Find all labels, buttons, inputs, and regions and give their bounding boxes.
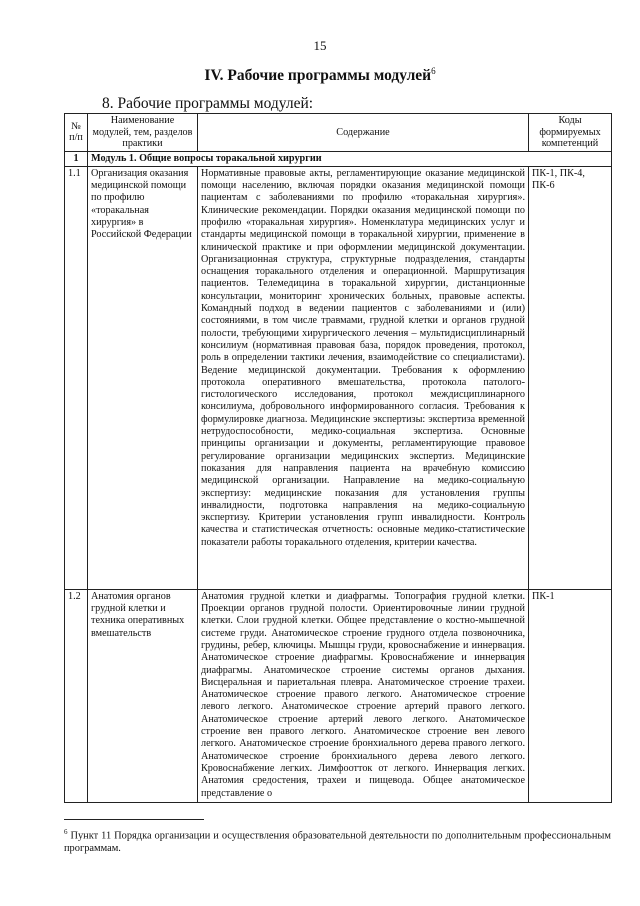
row-competency-codes: ПК-1: [529, 589, 612, 802]
header-num: № п/п: [65, 114, 88, 152]
footnote-divider: [64, 819, 204, 820]
module-number-row: [65, 151, 612, 166]
row-competency-codes: ПК-1, ПК-4, ПК-6: [529, 166, 612, 589]
row-topic-name: Организация оказания медицинской помощи по профилю «торакальная хирургия» в Российской Федерации: [88, 166, 198, 589]
table-header-row: [65, 114, 612, 152]
footnote: [64, 826, 611, 855]
row-content: Нормативные правовые акты, регламентирующие оказание медицинской помощи населению, включая порядки оказания медицинской помощи пациентам с заболеваниями по профилю «торакальная хирургия». Клинические рекомендации. Порядки оказания медицинской помощи по профилю «торакальная хирургия». Номенклатура медицинских услуг и стандарты медицинской помощи в торакальной хирургии, применение в клинической практике и при оформлении медицинской документации. Организационная структура, структурные подразделения, стандарты оснащения торакального отделения и операционной. Маршрутизация пациентов. Телемедицина в торакальной хирургии, дистанционные консультации, мониторинг хронических больных, правовые аспекты. Командный подход в ведении пациентов с заболеваниями и (или) состояниями, в том числе травмами, грудной клетки и органов грудной полости, требующими хирургического лечения – мультидисциплинарный консилиум (нормативная правовая база, порядок проведения, протокол, роль в определении тактики лечения, взаимодействие со специалистами). Ведение медицинской документации. Требования к оформлению протокола оперативного вмешательства, протокола патолого-гистологического исследования, протокол междисциплинарного консилиума, добровольного информированного согласия. Требования к формулировке диагноза. Медицинские экспертизы: экспертиза временной нетрудоспособности, медико-социальная экспертиза. Основные принципы организации и документы, регламентирующие правовое регулирование организации медицинских экспертиз. Медицинские показания для направления пациента на врачебную комиссию медицинской организации. Направление на медико-социальную экспертизу: медицинские показания для установления группы инвалидности, подготовка направления на медико-социальную экспертизу. Критерии установления групп инвалидности. Контроль качества и статистическая отчетность: основные медико-статистические показатели работы торакального отделения, критерии качества.: [198, 166, 529, 589]
subsection-heading: 8. Рабочие программы модулей:: [102, 95, 314, 112]
table-row: [65, 589, 612, 802]
row-number: 1.1: [65, 166, 88, 589]
module-title: Модуль 1. Общие вопросы торакальной хирургии: [88, 151, 612, 166]
header-content: Содержание: [198, 114, 529, 152]
footnote-mark: 6: [64, 828, 68, 836]
section-heading-text: IV. Рабочие программы модулей: [204, 67, 432, 85]
section-heading: [0, 66, 640, 85]
row-topic-name: Анатомия органов грудной клетки и техника оперативных вмешательств: [88, 589, 198, 802]
header-name: Наименование модулей, тем, разделов практики: [88, 114, 198, 152]
row-content: Анатомия грудной клетки и диафрагмы. Топография грудной клетки. Проекции органов грудной полости. Ориентировочные линии грудной клетки. Слои грудной клетки. Общее представление о костно-мышечной системе груди. Анатомическое строение грудного отдела позвоночника, грудины, ребер, ключицы. Мышцы груди, кровоснабжение и иннервация. Анатомическое строение диафрагмы. Кровоснабжение и иннервация диафрагмы. Анатомическое строение системы органов дыхания. Висцеральная и париетальная плевра. Анатомическое строение трахеи. Анатомическое строение правого легкого. Анатомическое строение левого легкого. Анатомическое строение артерий правого легкого. Анатомическое строение артерий левого легкого. Анатомическое строение вен правого легкого. Анатомическое строение вен левого легкого. Анатомическое строение бронхиального дерева правого легкого. Анатомическое строение бронхиального дерева левого легкого. Кровоснабжение легких. Лимфоотток от легкого. Иннервация легких. Анатомия средостения, трахеи и пищевода. Общее анатомическое представление о: [198, 589, 529, 802]
footnote-reference[interactable]: 6: [431, 66, 436, 76]
modules-table: [64, 113, 612, 803]
header-codes: Коды формируемых компетенций: [529, 114, 612, 152]
page-number: 15: [313, 38, 327, 53]
footnote-text: Пункт 11 Порядка организации и осуществления образовательной деятельности по дополнительным профессиональным программам.: [64, 830, 611, 855]
module-number: 1: [65, 151, 88, 166]
row-number: 1.2: [65, 589, 88, 802]
table-row: [65, 166, 612, 589]
